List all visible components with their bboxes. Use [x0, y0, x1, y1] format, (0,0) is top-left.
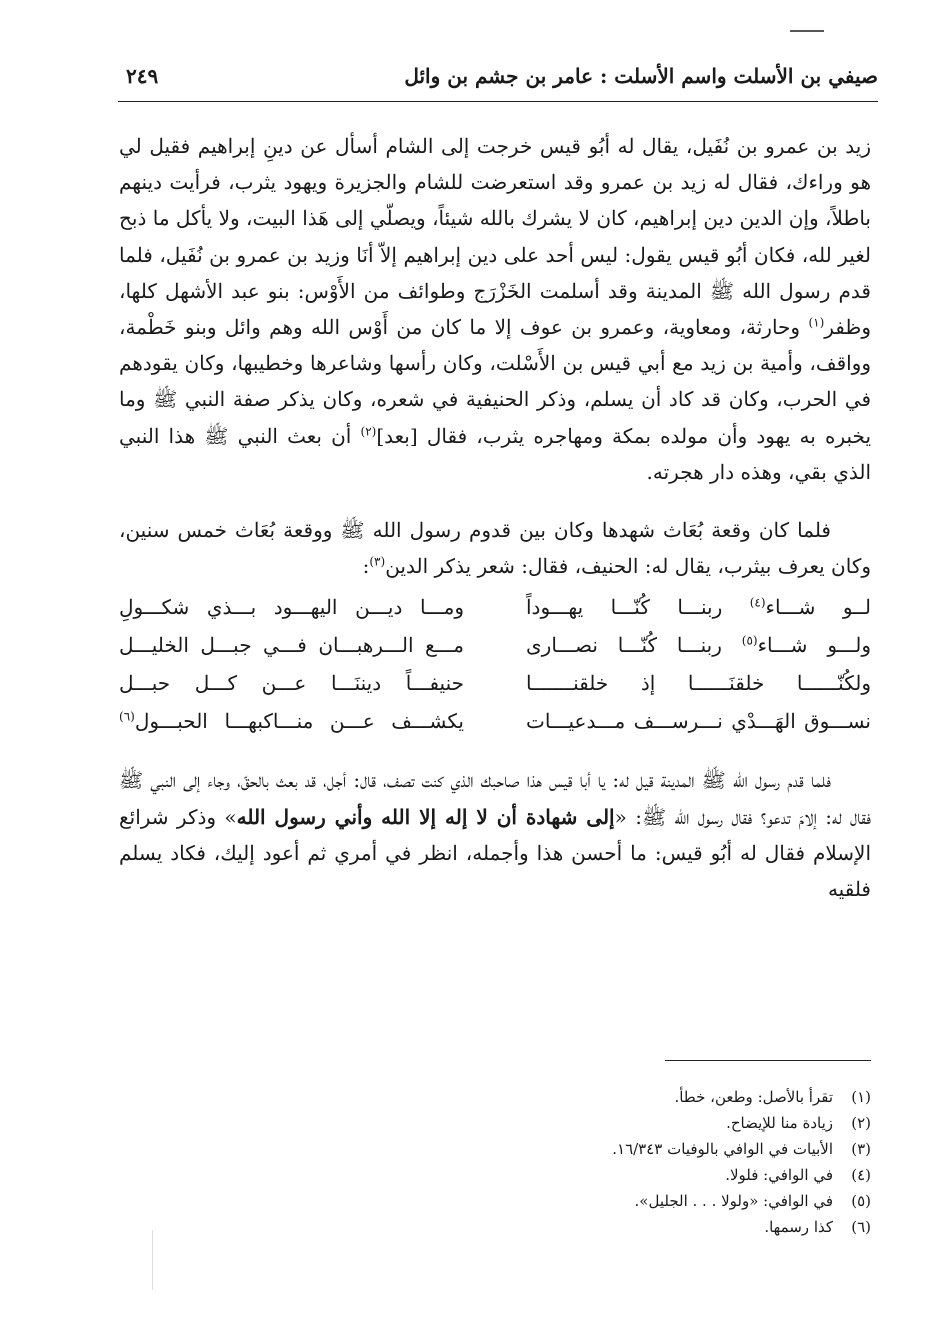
footnote-rule: [665, 1060, 871, 1061]
verse-3-first-hemistich: ولكُنّــــــا خلقنَــــــا إذ خلقنـــــــا: [526, 671, 871, 696]
footnote-item: [171, 1162, 871, 1188]
footnotes: [171, 1084, 871, 1240]
footnote-ref-6: (٦): [119, 709, 135, 724]
footnote-number: (٢): [851, 1114, 871, 1132]
paragraph-1: [119, 128, 871, 490]
footnote-item: [171, 1136, 871, 1162]
page-number: ٢٤٩: [126, 64, 159, 88]
footnote-ref-5: (٥): [741, 633, 758, 648]
verse-line: [119, 664, 871, 702]
paragraph-1-part-a: زيد بن عمرو بن نُفَيل، يقال له أبُو قيس خرجت إلى الشام أسأل عن دينِ إبراهيم فقيل لي هو وراءك، فقال له زيد بن عمرو وقد استعرضت للشام والجزيرة ويهود يثرب، فرأيت دينهم باطلاً، وإن الدين دين إبراهيم، كان لا يشرك بالله شيئاً، ويصلّي إلى هَذا البيت، ولا يأكل ما ذبح لغير لله، فكان أبُو قيس يقول: ليس أحد على دين إبراهيم إلاّ أنَا وزيد بن عمرو بن نُفَيل، فلما قدم رسول الله ﷺ المدينة وقد أسلمت الخَزْرَج وطوائف من الأَوْس: بنو عبد الأشهل كلها، وظفر: [119, 134, 871, 340]
footnote-number: (٥): [851, 1192, 871, 1210]
verse-3-second-hemistich: حنيفـــاً ديننَـــا عـــن كـــل حبـــل: [119, 671, 464, 696]
scan-margin-line: [152, 1230, 153, 1290]
footnote-item: [171, 1214, 871, 1240]
footnote-text: الأبيات في الوافي بالوفيات ١٦/٣٤٣.: [612, 1140, 833, 1158]
paragraph-2: [119, 512, 871, 584]
verse-4-second-hemistich: يكشـــف عـــن منـــاكبهـــا الحبـــول$^{(٦)}$: [119, 709, 464, 734]
verse-line: [119, 702, 871, 740]
footnote-number: (٤): [851, 1166, 871, 1184]
header-rule: [118, 101, 878, 102]
paragraph-1-part-b: وحارثة، ومعاوية، وعمرو بن عوف إلا ما كان من أَوْس الله وهم وائل وبنو خَطْمة، وواقف، وأمية بن زيد مع أبي قيس بن الأَسْلت، وكان رأسها وشاعرها وخطيبها، وكان يقودهم في الحرب، وكان قد كاد أن يسلم، وذكر الحنيفية في شعره، وكان يذكر صفة النبي ﷺ وما يخبره به يهود وأن مولده بمكة ومهاجره يثرب، فقال [بعد]: [119, 315, 872, 448]
footnote-ref-4: (٤): [749, 595, 766, 610]
footnote-number: (١): [851, 1088, 871, 1106]
paragraph-3-part-b: » وذكر شرائع الإسلام فقال له أبُو قيس: ما أحسن هذا وأجمله، انظر في أمري ثم أعود إليك، فكاد يسلم فلقيه: [119, 804, 871, 902]
footnote-text: في الوافي: «ولولا . . . الجليل».: [634, 1192, 833, 1210]
paragraph-2-colon: :: [362, 554, 370, 579]
verse-1-second-hemistich: ومـــا ديـــن اليهـــود بـــذي شكـــولِ: [119, 595, 464, 620]
verse-2-second-hemistich: مـــع الـــرهبـــان فـــي جبـــل الخليـــل: [119, 633, 464, 658]
verse-4-first-hemistich: نســـوق الهَـــدْي نـــرســـف مـــدعيـــات: [526, 709, 871, 734]
footnote-text: في الوافي: فلولا.: [725, 1166, 833, 1184]
footnote-text: زيادة منا للإيضاح.: [726, 1114, 833, 1132]
footnote-text: كذا رسمها.: [764, 1218, 833, 1236]
footnote-number: (٦): [851, 1218, 871, 1236]
paragraph-3-quote: إلى شهادة أن لا إله إلا الله وأني رسول الله: [236, 804, 615, 829]
verse-1-first-hemistich: لــو شـــاء$^{(٤)}$ ربنـــا كُنّـــا يهـــوداً: [526, 595, 871, 620]
verse-2-first-hemistich: ولـــو شـــاء$^{(٥)}$ ربنـــا كُنّـــا نصـــارى: [526, 633, 871, 658]
footnote-ref-1: (١): [808, 315, 825, 330]
top-mark: [790, 30, 824, 32]
verse-line: [119, 626, 871, 664]
verse-line: [119, 588, 871, 626]
footnote-item: [171, 1084, 871, 1110]
footnote-ref-2: (٢): [360, 423, 377, 438]
footnote-item: [171, 1188, 871, 1214]
footnote-text: تقرأ بالأصل: وطعن، خطأ.: [674, 1088, 833, 1106]
paragraph-1-part-c: أن بعث النبي ﷺ هذا النبي الذي بقي، وهذه دار هجرته.: [119, 423, 871, 484]
main-text: [119, 128, 871, 907]
footnote-ref-3: (٣): [369, 554, 386, 569]
paragraph-3: [119, 762, 871, 907]
paragraph-3-part-a: فلما قدم رسول الله ﷺ المدينة قيل له: يا أبا قيس هذا صاحبك الذي كنت تصف، قال: أجل، قد بعث بالحقّ، وجاء إلى النبي ﷺ فقال له: إلامَ تدعو؟ فقال رسول الله ﷺ: «: [119, 768, 871, 829]
paragraph-2-text: فلما كان وقعة بُعَاث شهدها وكان بين قدوم رسول الله ﷺ ووقعة بُعَاث خمس سنين، وكان يعرف بيثرب، يقال له: الحنيف، فقال: شعر يذكر الدين: [119, 518, 871, 579]
header-title: صيفي بن الأسلت واسم الأسلت : عامر بن جشم بن وائل: [404, 64, 878, 88]
poem: [119, 588, 871, 740]
footnote-number: (٣): [851, 1140, 871, 1158]
running-header: [118, 64, 878, 98]
footnote-item: [171, 1110, 871, 1136]
